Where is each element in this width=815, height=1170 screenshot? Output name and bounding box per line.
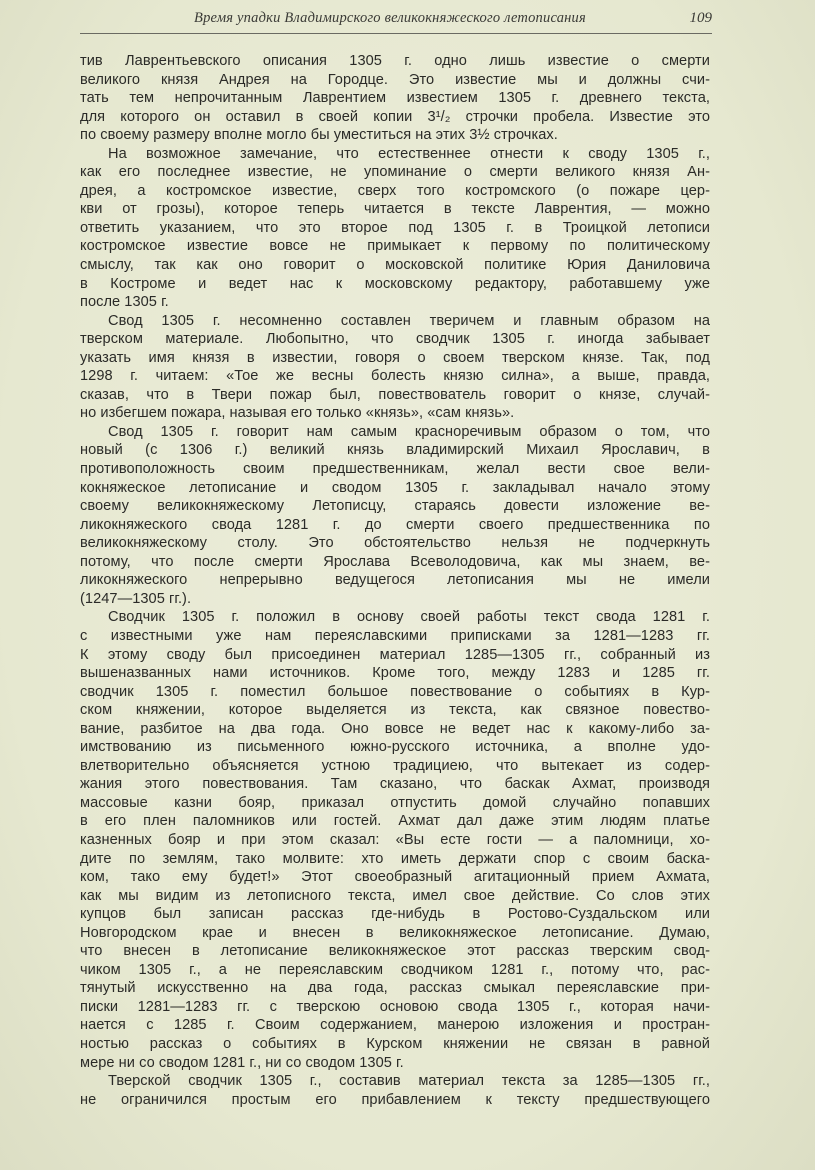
text-line: с известными уже нам переяславскими приписками за 1281—1283 гг. xyxy=(80,627,710,644)
header-rule xyxy=(80,33,712,34)
text-line: как его последнее известие, не упоминание о смерти великого князя Ан- xyxy=(80,164,710,181)
text-line: ликокняжеского непрерывно ведущегося летописания мы не имели xyxy=(80,572,710,589)
text-line: ликокняжеского свода 1281 г. до смерти своего предшественника по xyxy=(80,516,710,533)
running-head xyxy=(80,8,712,30)
text-line: имствованию из письменного южно-русского источника, а вполне удо- xyxy=(80,739,710,756)
text-line: по своему размеру вполне могло бы уместиться на этих 3½ строчках. xyxy=(80,127,558,144)
text-line: великокняжескому столу. Это обстоятельство нельзя не подчеркнуть xyxy=(80,535,710,552)
text-line: что внесен в летописание великокняжеское этот рассказ тверским свод- xyxy=(80,943,710,960)
text-line: великого князя Андрея на Городце. Это известие мы и должны счи- xyxy=(80,71,710,88)
text-line: массовые казни бояр, приказал отпустить домой случайно попавших xyxy=(80,794,710,811)
text-line: потому, что после смерти Ярослава Всеволодовича, как мы знаем, ве- xyxy=(80,553,710,570)
text-line: тверском материале. Любопытно, что сводчик 1305 г. иногда забывает xyxy=(80,331,710,348)
text-line: ком, тако ему будет!» Этот своеобразный агитационный прием Ахмата, xyxy=(80,869,710,886)
text-line: тянутый искусственно на два года, рассказ смыкал переяславские при- xyxy=(80,980,710,997)
text-line: ностью рассказ о событиях в Курском княжении не связан в равной xyxy=(80,1035,710,1052)
text-line: Новгородском крае и внесен в великокняжеское летописание. Думаю, xyxy=(80,924,710,941)
text-line: дрея, а костромское известие, сверх того костромского (о пожаре цер- xyxy=(80,182,710,199)
running-title: Время упадки Владимирского великокняжеского летописания xyxy=(194,10,586,26)
text-line: казненных бояр и при этом сказал: «Вы есте гости — а паломници, хо- xyxy=(80,831,710,848)
text-line: ском княжении, которое выделяется из текста, как связное повество- xyxy=(80,702,710,719)
text-line: чиком 1305 г., а не переяславским сводчиком 1281 г., потому что, рас- xyxy=(80,961,710,978)
text-line: (1247—1305 гг.). xyxy=(80,590,192,607)
text-line: жания этого повествования. Там сказано, что баскак Ахмат, производя xyxy=(80,776,710,793)
text-line: влетворительно объясняется устною традициею, что вытекает из содер- xyxy=(80,757,710,774)
text-line: сводчик 1305 г. поместил большое повествование о событиях в Кур- xyxy=(80,683,710,700)
text-line: купцов был записан рассказ где-нибудь в Ростово-Суздальском или xyxy=(80,906,710,923)
text-line: своему великокняжескому Летописцу, стараясь довести изложение ве- xyxy=(80,498,710,515)
text-line: как мы видим из летописного текста, имел свое действие. Со слов этих xyxy=(80,887,710,904)
text-line: смыслу, так как оно говорит о московской политике Юрия Даниловича xyxy=(80,257,710,274)
text-line: 1298 г. читаем: «Тое же весны болесть князю силна», а выше, правда, xyxy=(80,368,710,385)
page-number: 109 xyxy=(689,10,712,26)
text-line: не ограничился простым его прибавлением к тексту предшествующего xyxy=(80,1091,710,1108)
text-line: в его плен паломников или гостей. Ахмат дал даже этим людям платье xyxy=(80,813,710,830)
text-line: нается с 1285 г. Своим содержанием, манерою изложения и простран- xyxy=(80,1017,710,1034)
text-line: дите по землям, тако молвите: хто иметь держати спор с своим баска- xyxy=(80,850,710,867)
text-line: кви от грозы), которое теперь читается в тексте Лаврентия, — можно xyxy=(80,201,710,218)
text-line: сказав, что в Твери пожар был, повествователь говорит о князе, случай- xyxy=(80,386,710,403)
text-line: тив Лаврентьевского описания 1305 г. одно лишь известие о смерти xyxy=(80,53,710,69)
text-line: Тверской сводчик 1305 г., составив материал текста за 1285—1305 гг., xyxy=(108,1073,710,1090)
text-line: но избегшем пожара, называя его только «князь», «сам князь». xyxy=(80,405,515,422)
text-line: тать тем непрочитанным Лаврентием известием 1305 г. древнего текста, xyxy=(80,90,710,107)
text-line: новый (с 1306 г.) великий князь владимирский Михаил Ярославич, в xyxy=(80,442,710,459)
text-line: для которого он оставил в своей копии 3¹/₂ строчки пробела. Известие это xyxy=(80,108,710,125)
text-line: противоположность своим предшественникам, желал вести свое вели- xyxy=(80,461,710,478)
text-line: вание, разбитое на два года. Оно вовсе не ведет нас к какому-либо за- xyxy=(80,720,710,737)
text-line: На возможное замечание, что естественнее отнести к своду 1305 г., xyxy=(108,145,710,162)
text-line: мере ни со сводом 1281 г., ни со сводом 1305 г. xyxy=(80,1054,404,1071)
text-line: ответить указанием, что это второе под 1305 г. в Троицкой летописи xyxy=(80,219,710,236)
text-line: К этому своду был присоединен материал 1285—1305 гг., собранный из xyxy=(80,646,710,663)
body-text xyxy=(80,52,710,1109)
text-line: костромское известие вовсе не примыкает к первому по политическому xyxy=(80,238,710,255)
text-line: писки 1281—1283 гг. с тверскою основою свода 1305 г., которая начи- xyxy=(80,998,710,1015)
text-line: после 1305 г. xyxy=(80,294,169,311)
text-line: Свод 1305 г. несомненно составлен тверичем и главным образом на xyxy=(108,312,710,329)
text-line: указать имя князя в известии, говоря о своем тверском князе. Так, под xyxy=(80,349,710,366)
text-line: вышеназванных нами источников. Кроме того, между 1283 и 1285 гг. xyxy=(80,665,710,682)
text-line: кокняжеское летописание и сводом 1305 г. закладывал начало этому xyxy=(80,479,710,496)
text-line: в Костроме и ведет нас к московскому редактору, работавшему уже xyxy=(80,275,710,292)
text-line: Свод 1305 г. говорит нам самым красноречивым образом о том, что xyxy=(108,423,710,440)
text-line: Сводчик 1305 г. положил в основу своей работы текст свода 1281 г. xyxy=(108,609,710,626)
